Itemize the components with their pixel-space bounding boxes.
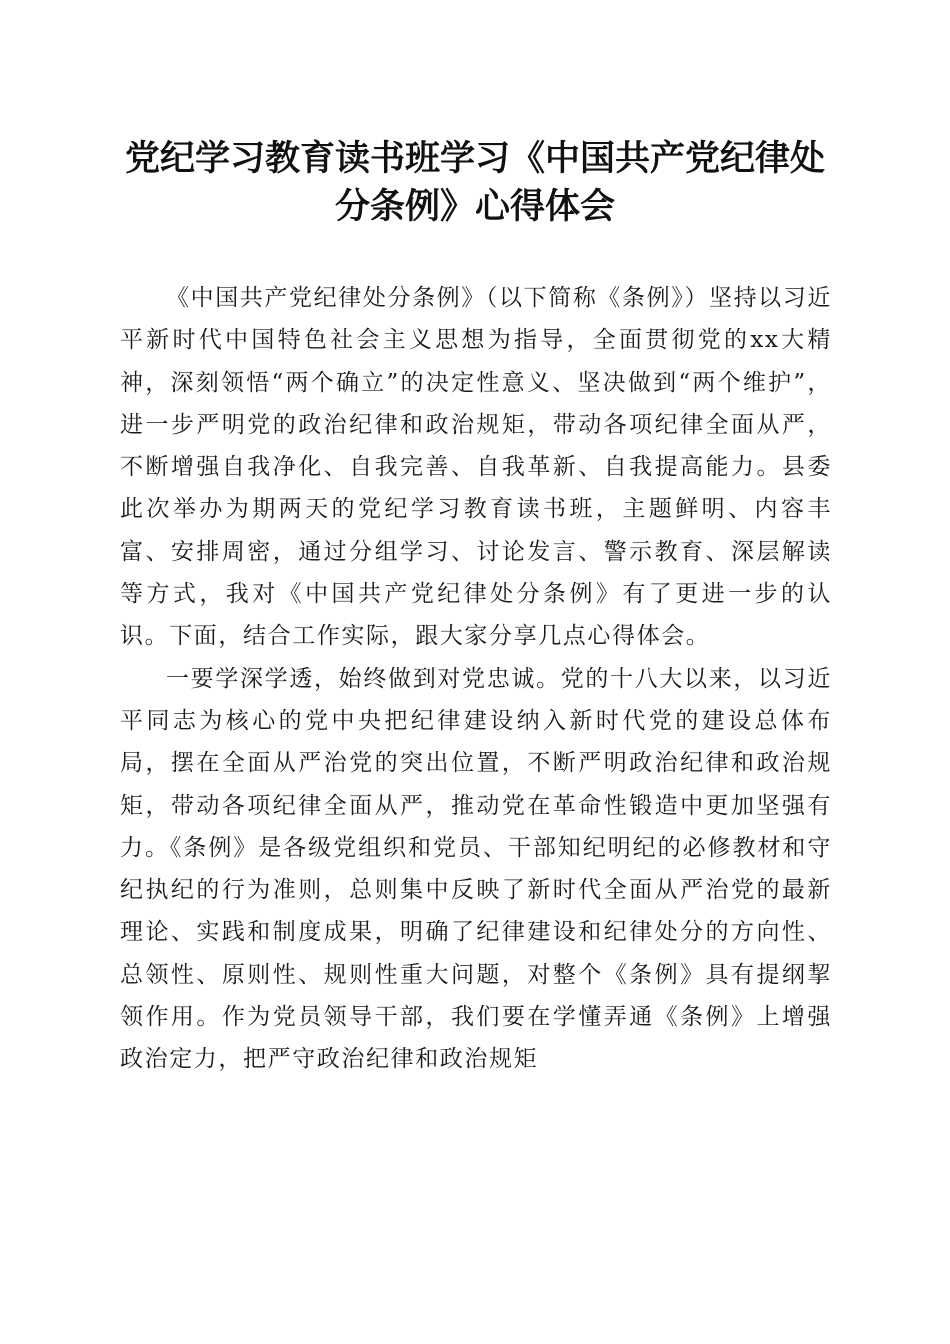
document-title — [100, 135, 850, 231]
paragraph-intro: 《中国共产党纪律处分条例》（以下简称《条例》）坚持以习近平新时代中国特色社会主义思想为指导，全面贯彻党的xx大精神，深刻领悟“两个确立”的决定性意义、坚决做到“两个维护”，进一步严明党的政治纪律和政治规矩，带动各项纪律全面从严，不断增强自我净化、自我完善、自我革新、自我提高能力。县委此次举办为期两天的党纪学习教育读书班，主题鲜明、内容丰富、安排周密，通过分组学习、讨论发言、警示教育、深层解读等方式，我对《中国共产党纪律处分条例》有了更进一步的认识。下面，结合工作实际，跟大家分享几点心得体会。 — [120, 285, 832, 650]
title-line-1: 党纪学习教育读书班学习《中国共产党纪律处 — [124, 138, 825, 179]
document-body — [120, 277, 832, 1081]
paragraph-point-one: 一要学深学透，始终做到对党忠诚。党的十八大以来，以习近平同志为核心的党中央把纪律建设纳入新时代党的建设总体布局，摆在全面从严治党的突出位置，不断严明政治纪律和政治规矩，带动各项纪律全面从严，推动党在革命性锻造中更加坚强有力。《条例》是各级党组织和党员、干部知纪明纪的必修教材和守纪执纪的行为准则，总则集中反映了新时代全面从严治党的最新理论、实践和制度成果，明确了纪律建设和纪律处分的方向性、总领性、原则性、规则性重大问题，对整个《条例》具有提纲挈领作用。作为党员领导干部，我们要在学懂弄通《条例》上增强政治定力，把严守政治纪律和政治规矩 — [120, 665, 832, 1073]
title-line-2: 分条例》心得体会 — [334, 186, 615, 227]
